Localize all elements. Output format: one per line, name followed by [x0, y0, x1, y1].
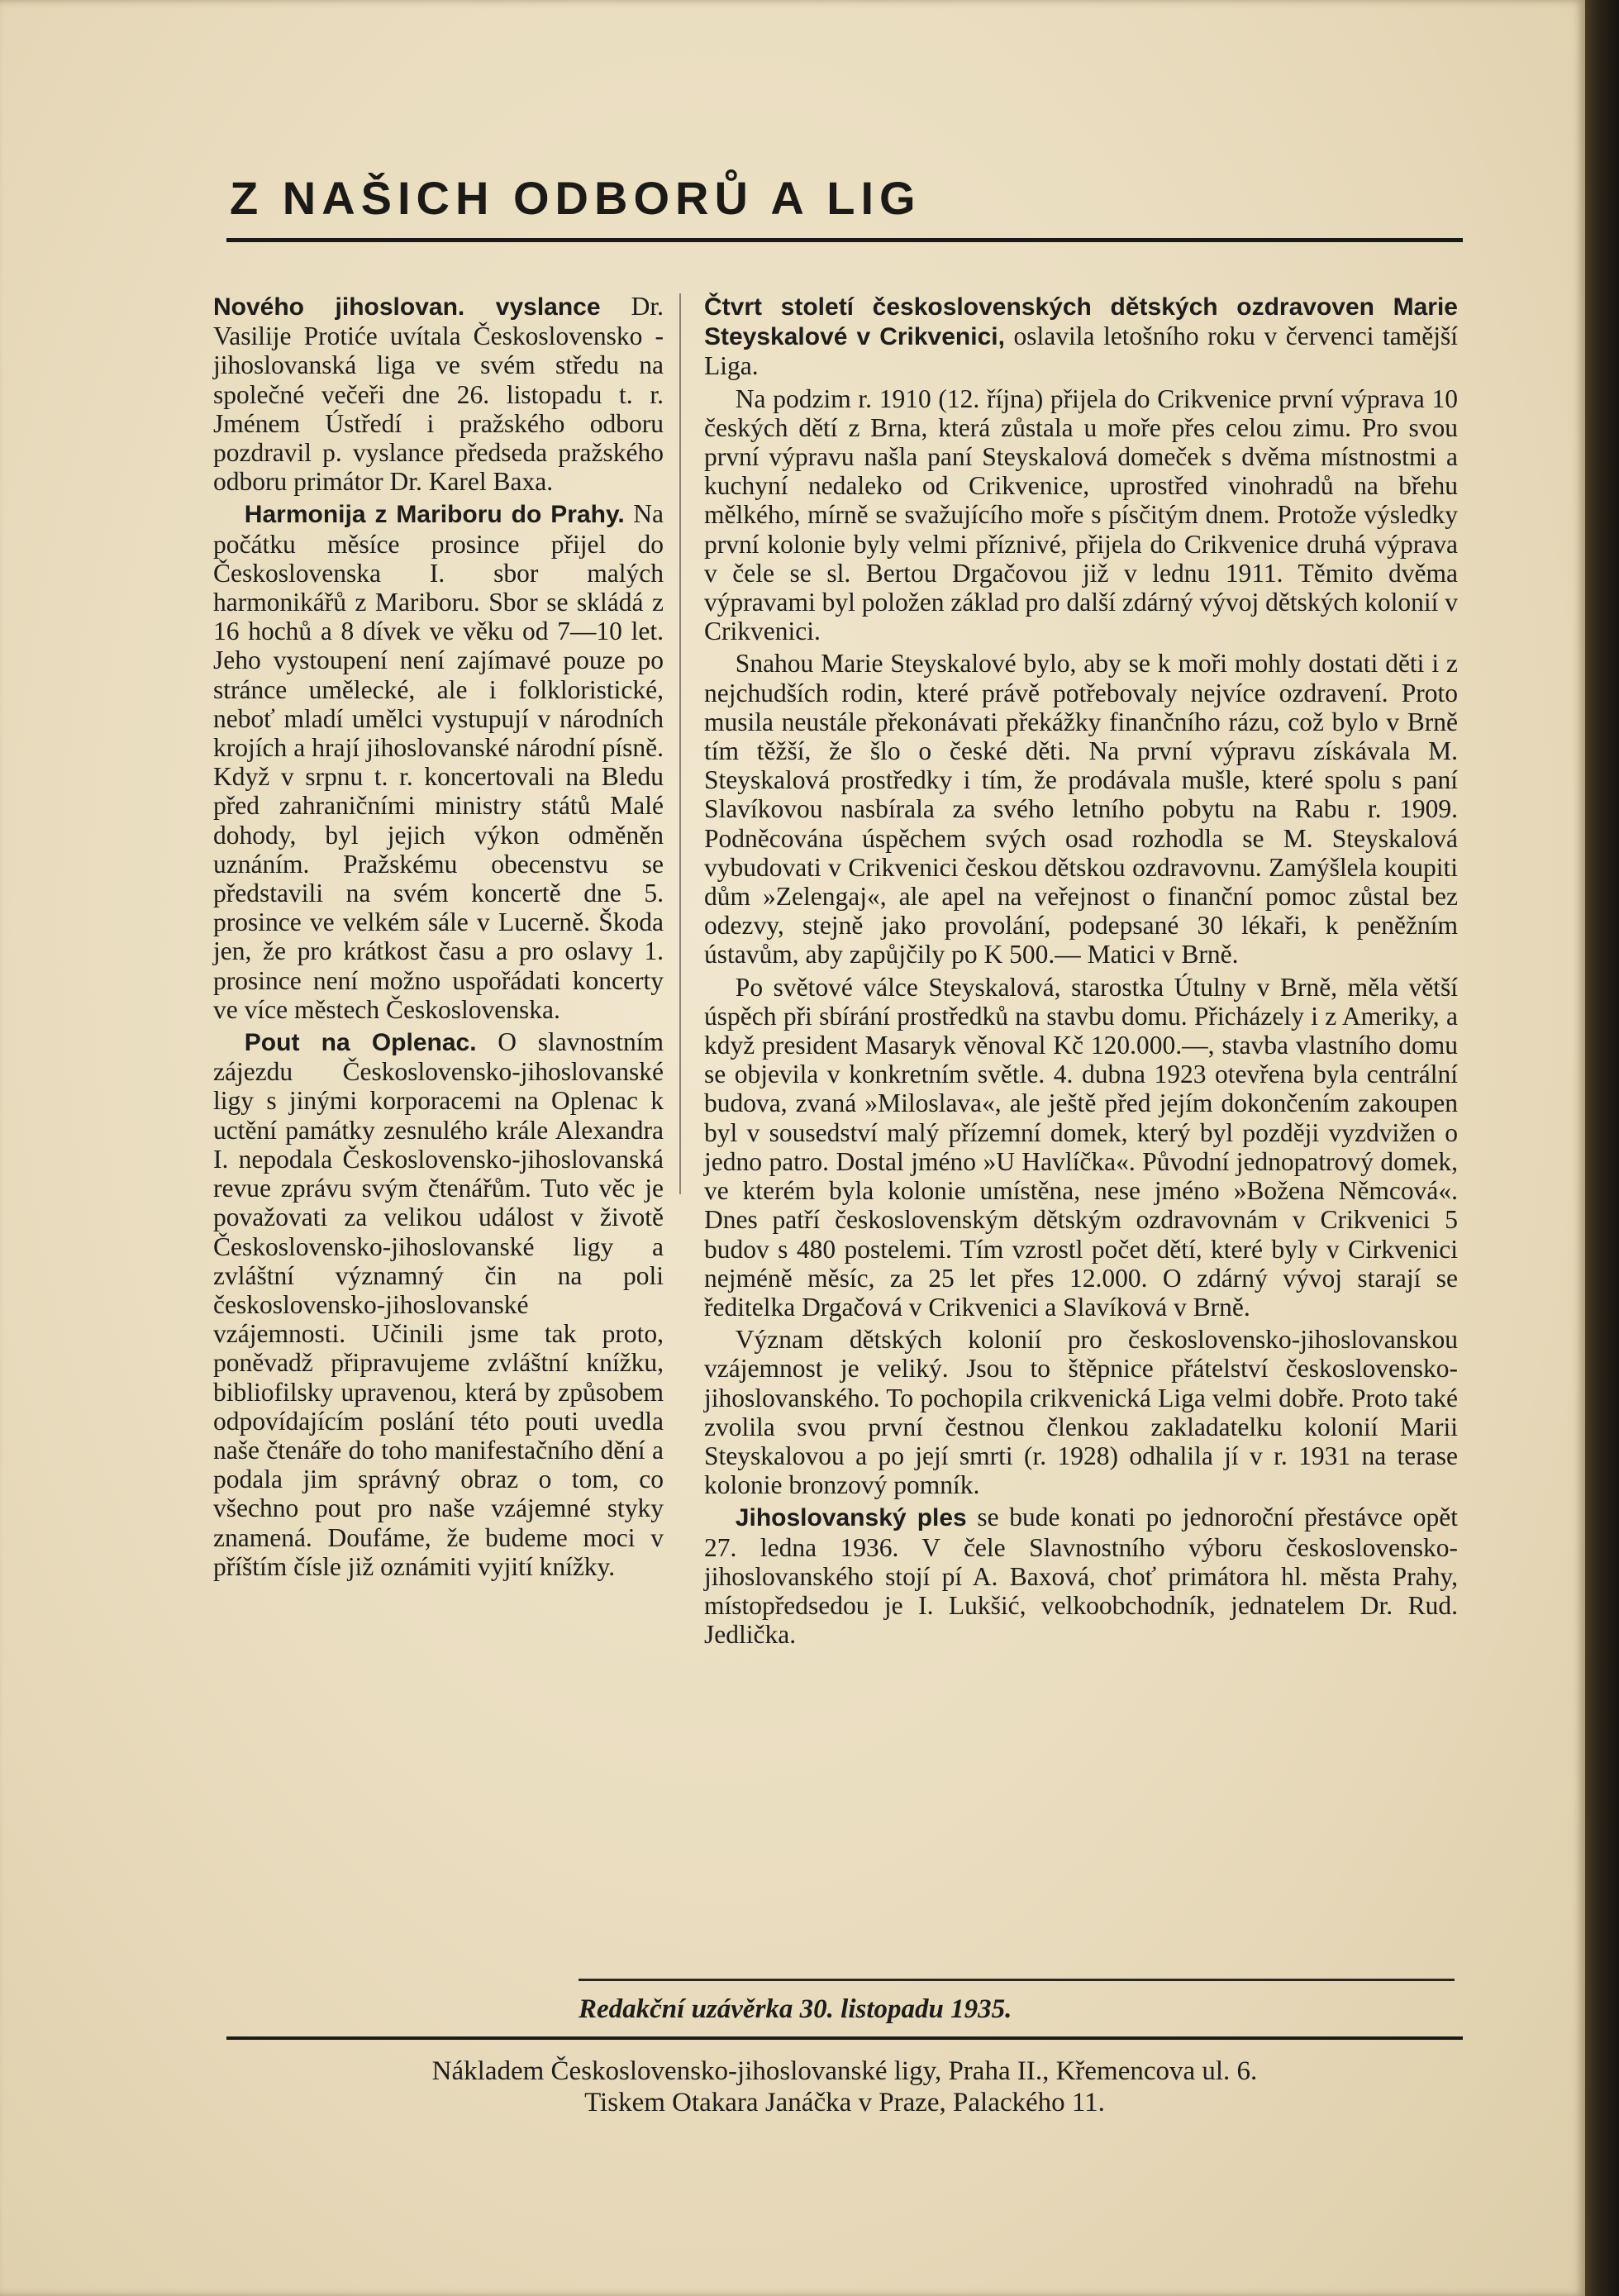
- article-paragraph: [704, 649, 1458, 969]
- article-paragraph: [704, 1503, 1458, 1649]
- article-text: se bude konati po jednoroční přestávce opět 27. ledna 1936. V čele Slavnostního výboru československo-jihoslovanského stojí pí A. Baxová, choť primátora hl. města Prahy, místopředsedou je I. Lukšić, velkoobchodník, jednatelem Dr. Rud. Jedlička.: [704, 1503, 1458, 1650]
- printer-line: Tiskem Otakara Janáčka v Praze, Palackého 11.: [584, 2088, 1105, 2117]
- editorial-deadline: Redakční uzávěrka 30. listopadu 1935.: [579, 1994, 1012, 2024]
- left-column: [213, 285, 664, 1581]
- article-paragraph: [704, 384, 1458, 646]
- article-heading: Harmonija z Mariboru do Prahy.: [244, 501, 625, 529]
- article-paragraph: [704, 1325, 1458, 1499]
- article-text: Na počátku měsíce prosince přijel do Československa I. sbor malých harmonikářů z Mariboru. Sbor se skládá z 16 hochů a 8 dívek ve věku od 7—10 let. Jeho vystoupení není zajímavé pouze po stránce umělecké, ale i folkloristické, neboť mladí umělci vystupují v národních krojích a hrají jihoslovanské národní písně. Když v srpnu t. r. koncertovali na Bledu před zahraničními ministry států Malé dohody, byl jejich výkon odměněn uznáním. Pražskému obecenstvu se představili na svém koncertě dne 5. prosince ve velkém sále v Lucerně. Škoda jen, že pro krátkost času a pro oslavy 1. prosince není možno uspořádati koncerty ve více městech Československa.: [213, 499, 664, 1024]
- article-paragraph: [213, 1027, 664, 1581]
- article-text: Význam dětských kolonií pro československo-jihoslovanskou vzájemnost je veliký. Jsou to štěpnice přátelství československo-jihoslovanského. To pochopila crikvenická Liga velmi dobře. Proto také zvolila svou první čestnou členkou zakladatelku kolonií Marii Steyskalovou a po její smrti (r. 1928) odhalila jí v r. 1931 na terase kolonie bronzový pomník.: [704, 1325, 1458, 1500]
- article-text: Snahou Marie Steyskalové bylo, aby se k moři mohly dostati děti i z nejchudších rodin, které právě potřebovaly nejvíce ozdravení. Proto musila neustále překonávati překážky finančního rázu, což bylo v Brně tím těžší, že šlo o české děti. Na první výpravu získávala M. Steyskalová prostředky i tím, že prodávala mušle, které spolu s paní Slavíkovou nasbírala za svého letního pobytu na Rabu r. 1909. Podněcována úspěchem svých osad rozhodla se M. Steyskalová vybudovati v Crikvenici českou dětskou ozdravovnu. Zamýšlela koupiti dům »Zelengaj«, ale apel na veřejnost o finanční pomoc zůstal bez odezvy, stejně jako provolání, podepsané 30 lékaři, k peněžním ústavům, aby zapůjčily po K 500.— Matici v Brně.: [704, 649, 1458, 969]
- publisher-line: Nákladem Československo-jihoslovanské ligy, Praha II., Křemencova ul. 6.: [431, 2056, 1258, 2086]
- article-text: Dr. Vasilije Protiće uvítala Československo - jihoslovanská liga ve svém středu na společné večeři dne 26. listopadu t. r. Jménem Ústředí i pražského odboru pozdravil p. vyslance předseda pražského odboru primátor Dr. Karel Baxa.: [213, 292, 664, 497]
- section-rule: [579, 1979, 1455, 1981]
- article-heading: Nového jihoslovan. vyslance: [213, 293, 601, 321]
- article-text: O slavnostním zájezdu Československo-jihoslovanské ligy s jinými korporacemi na Oplenac k uctění památky zesnulého krále Alexandra I. nepodala Československo-jihoslovanská revue zprávu svým čtenářům. Tuto věc je považovati za velikou událost v životě Československo-jihoslovanské ligy a zvláštní významný čin na poli československo-jihoslovanské vzájemnosti. Učinili jsme tak proto, poněvadž připravujeme zvláštní knížku, bibliofilsky upravenou, která by způsobem odpovídajícím poslání této pouti uvedla naše čtenáře do toho manifestačního dění a podala jim správný obraz o tom, co všechno pout pro naše vzájemné styky znamená. Doufáme, že budeme moci v příštím čísle již oznámiti vyjití knížky.: [213, 1027, 664, 1581]
- book-binding-edge: [1585, 0, 1619, 2296]
- column-divider: [679, 293, 681, 1194]
- article-text: Po světové válce Steyskalová, starostka Útulny v Brně, měla větší úspěch při sbírání prostředků na stavbu domu. Přicházely i z Ameriky, a když president Masaryk věnoval Kč 120.000.—, stavba vlastního domu se objevila v konkretním světle. 4. dubna 1923 otevřena byla centrální budova, zvaná »Miloslava«, ale ještě před jejím dokončením zakoupen byl v sousedství malý přízemní domek, který byl později vyzdvižen o jedno patro. Dostal jméno »U Havlíčka«. Původní jednopatrový domek, ve kterém byla kolonie umístěna, nese jméno »Božena Němcová«. Dnes patří československým dětským ozdravovnám v Crikvenici 5 budov s 480 postelemi. Tím vzrostl počet dětí, které byly v Cirkvenici nejméně měsíc, za 25 let přes 12.000. O zdárný vývoj starají se ředitelka Drgačová v Crikvenici a Slavíková v Brně.: [704, 972, 1458, 1322]
- closing-rule: [226, 2036, 1463, 2040]
- right-column: [704, 285, 1458, 1649]
- article-text: oslavila letošního roku v červenci tamější Liga.: [704, 322, 1458, 381]
- article-paragraph: [213, 292, 664, 496]
- article-heading: Jihoslovanský ples: [735, 1504, 967, 1532]
- article-heading: Čtvrt století československých dětských ozdravoven Marie Steyskalové v Crikvenici,: [704, 293, 1458, 351]
- article-paragraph: [704, 973, 1458, 1322]
- article-paragraph: [704, 292, 1458, 381]
- title-rule: [226, 238, 1463, 242]
- article-text: Na podzim r. 1910 (12. října) přijela do Crikvenice první výprava 10 českých dětí z Brna, která zůstala u moře přes celou zimu. Pro svou první výpravu našla paní Steyskalová domeček s dvěma místnostmi a kuchyní nedaleko od Crikvenice, uprostřed vinohradů na břehu mělkého, mírně se svažujícího moře s písčitým dnem. Protože výsledky první kolonie byly velmi příznivé, přijela do Crikvenice druhá výprava v čele se sl. Bertou Drgačovou již v lednu 1911. Těmito dvěma výpravami byl položen základ pro další zdárný vývoj dětských kolonií v Crikvenici.: [704, 383, 1458, 646]
- page-title: Z NAŠICH ODBORŮ A LIG: [230, 172, 921, 224]
- article-heading: Pout na Oplenac.: [244, 1029, 477, 1057]
- colophon: [226, 2055, 1463, 2118]
- article-paragraph: [213, 499, 664, 1024]
